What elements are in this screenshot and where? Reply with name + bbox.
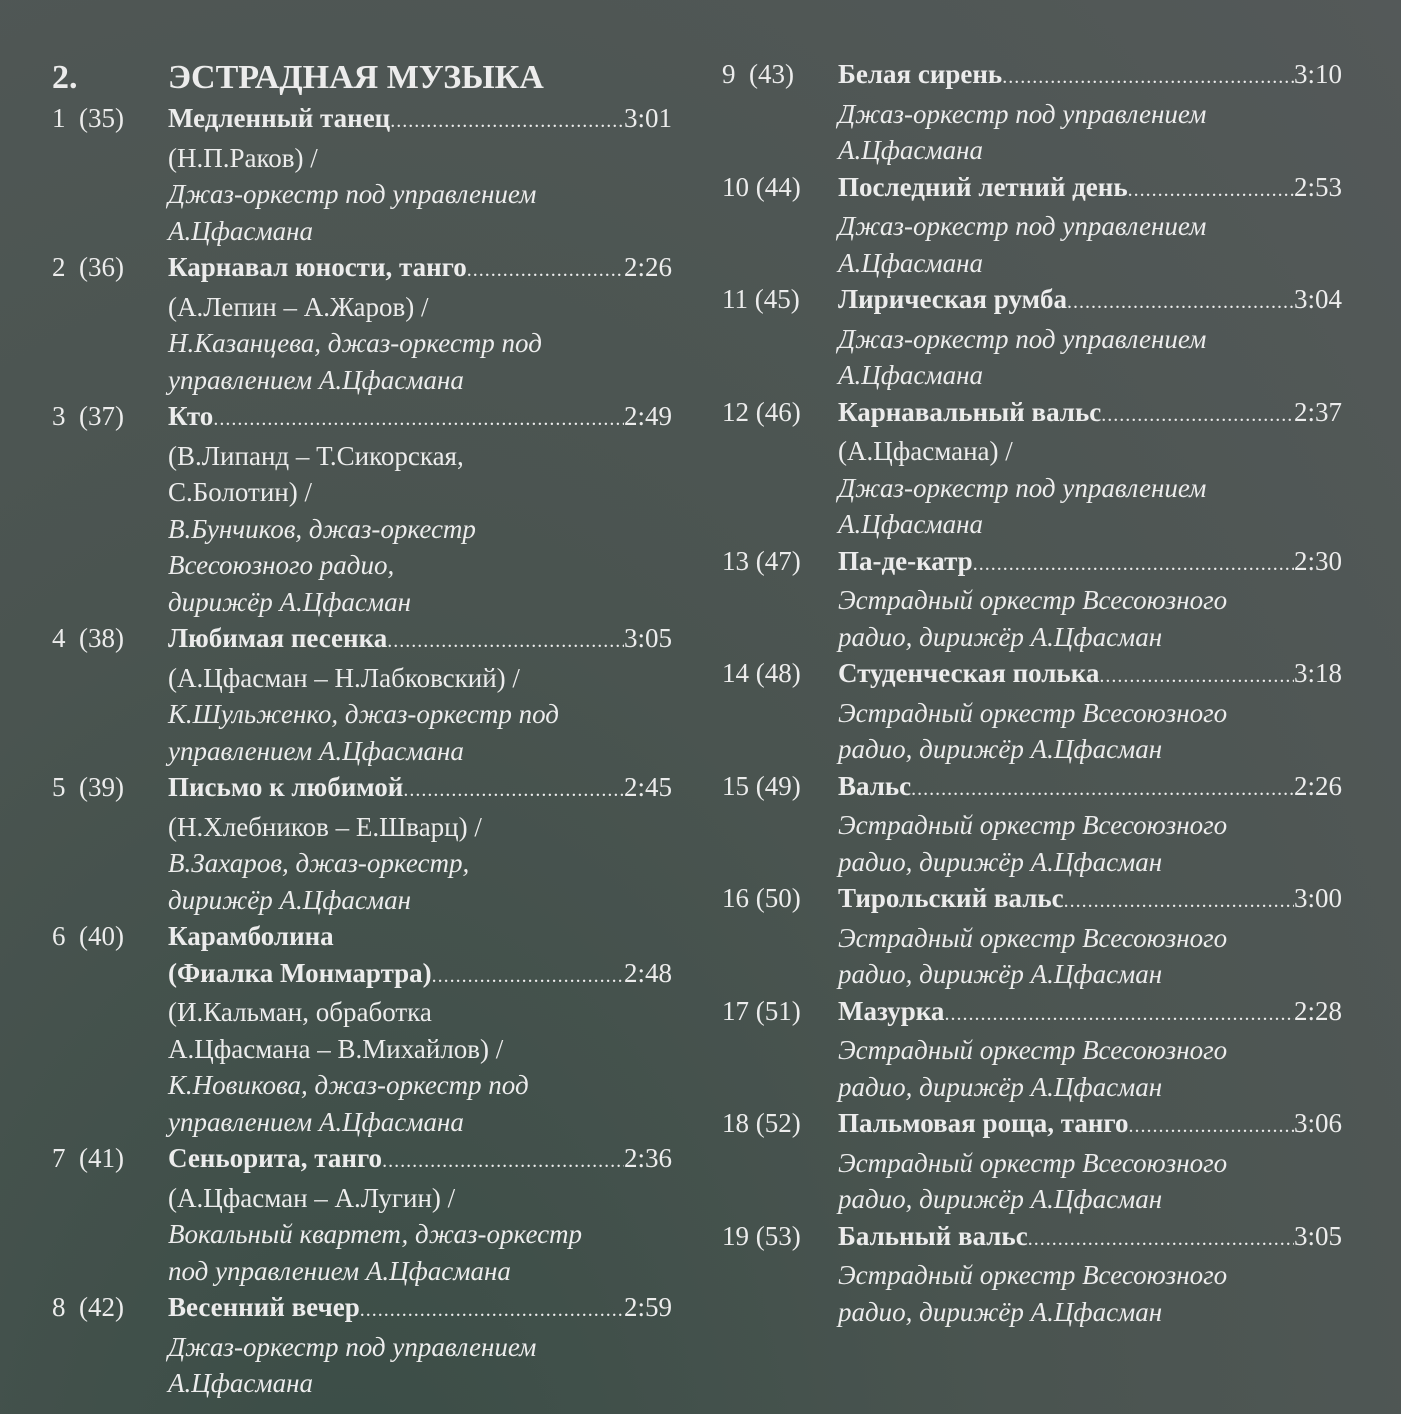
track-performers: К.Новикова, джаз-оркестр под bbox=[168, 1070, 529, 1100]
track-duration: 2:37 bbox=[1293, 396, 1342, 427]
dot-leader bbox=[360, 1292, 624, 1329]
track-entry bbox=[722, 281, 1342, 394]
track-duration: 2:36 bbox=[623, 1143, 672, 1173]
track-performers: радио, дирижёр А.Цфасман bbox=[838, 846, 1163, 877]
track-title: Лирическая румба bbox=[838, 284, 1067, 314]
track-performers: радио, дирижёр А.Цфасман bbox=[838, 621, 1163, 652]
track-entry bbox=[722, 655, 1342, 768]
track-performers: радио, дирижёр А.Цфасман bbox=[838, 959, 1163, 989]
track-performers: радио, дирижёр А.Цфасман bbox=[838, 1296, 1163, 1327]
track-title-line bbox=[168, 955, 672, 995]
track-performers: радио, дирижёр А.Цфасман bbox=[838, 1184, 1163, 1214]
track-entry bbox=[52, 249, 672, 398]
track-number: 7 (41) bbox=[52, 1143, 124, 1173]
dot-leader bbox=[213, 401, 624, 438]
track-number: 18 (52) bbox=[722, 1108, 801, 1138]
track-title: Бальный вальс bbox=[838, 1220, 1028, 1251]
track-title: Весенний вечер bbox=[168, 1292, 360, 1322]
track-performers: Джаз-оркестр под управлением bbox=[838, 472, 1207, 503]
track-entry bbox=[722, 169, 1342, 282]
track-details bbox=[838, 281, 1342, 394]
track-title-line bbox=[838, 880, 1342, 920]
dot-leader bbox=[911, 771, 1294, 808]
track-performers: К.Шульженко, джаз-оркестр под bbox=[168, 699, 559, 729]
track-performers: Н.Казанцева, джаз-оркестр под bbox=[168, 328, 542, 358]
track-number: 17 (51) bbox=[722, 995, 801, 1026]
track-details bbox=[168, 398, 672, 620]
track-entry bbox=[722, 880, 1342, 993]
dot-leader bbox=[973, 546, 1294, 583]
track-number: 13 (47) bbox=[722, 545, 801, 576]
track-performers: под управлением А.Цфасмана bbox=[168, 1255, 511, 1286]
track-entry bbox=[722, 543, 1342, 656]
track-number: 9 (43) bbox=[722, 59, 794, 89]
dot-leader bbox=[1101, 397, 1294, 434]
track-credits: (В.Липанд – Т.Сикорская, bbox=[168, 440, 464, 471]
track-number: 12 (46) bbox=[722, 396, 801, 427]
track-title-line bbox=[168, 398, 672, 438]
track-details bbox=[168, 769, 672, 918]
track-title-line bbox=[838, 768, 1342, 808]
track-performers: А.Цфасмана bbox=[838, 135, 984, 165]
track-entry bbox=[722, 993, 1342, 1106]
dot-leader bbox=[387, 623, 624, 660]
track-performers: Эстрадный оркестр Всесоюзного bbox=[838, 697, 1228, 728]
track-duration: 3:06 bbox=[1293, 1108, 1342, 1138]
track-title: (Фиалка Монмартра) bbox=[168, 957, 432, 988]
track-performers: управлением А.Цфасмана bbox=[168, 735, 464, 766]
track-duration: 2:49 bbox=[623, 401, 672, 431]
track-number: 3 (37) bbox=[52, 401, 124, 431]
track-title: Медленный танец bbox=[168, 103, 391, 133]
track-performers: управлением А.Цфасмана bbox=[168, 364, 464, 395]
track-duration: 2:28 bbox=[1293, 995, 1342, 1026]
track-duration: 3:00 bbox=[1293, 883, 1342, 913]
track-title-line bbox=[168, 100, 672, 140]
track-performers: радио, дирижёр А.Цфасман bbox=[838, 734, 1163, 764]
dot-leader bbox=[1099, 658, 1294, 695]
dot-leader bbox=[390, 103, 624, 140]
track-entry bbox=[52, 918, 672, 1140]
track-title: Тирольский вальс bbox=[838, 883, 1064, 913]
track-credits: С.Болотин) / bbox=[168, 477, 312, 507]
dot-leader bbox=[432, 958, 624, 995]
track-details bbox=[838, 880, 1342, 993]
track-entry bbox=[722, 768, 1342, 881]
track-details bbox=[838, 768, 1342, 881]
track-performers: Вокальный квартет, джаз-оркестр bbox=[168, 1219, 583, 1249]
track-number: 5 (39) bbox=[52, 772, 124, 802]
track-title: Любимая песенка bbox=[168, 623, 388, 653]
track-performers: Джаз-оркестр под управлением bbox=[838, 98, 1207, 129]
track-number: 6 (40) bbox=[52, 921, 124, 951]
track-duration: 2:59 bbox=[623, 1292, 672, 1322]
track-performers: А.Цфасмана bbox=[168, 1368, 314, 1398]
track-entry bbox=[52, 1140, 672, 1289]
dot-leader bbox=[1064, 883, 1294, 920]
track-duration: 3:10 bbox=[1293, 59, 1342, 89]
track-performers: А.Цфасмана bbox=[838, 247, 984, 278]
track-credits: (А.Цфасмана) / bbox=[838, 436, 1013, 466]
track-entry bbox=[722, 394, 1342, 543]
dot-leader bbox=[403, 772, 624, 809]
track-number: 19 (53) bbox=[722, 1220, 801, 1251]
section-title: ЭСТРАДНАЯ МУЗЫКА bbox=[168, 59, 544, 96]
track-title: Вальс bbox=[838, 770, 912, 801]
dot-leader bbox=[944, 996, 1294, 1033]
track-performers: В.Захаров, джаз-оркестр, bbox=[168, 848, 470, 878]
track-number: 2 (36) bbox=[52, 252, 124, 282]
track-details bbox=[168, 100, 672, 249]
track-entry bbox=[52, 620, 672, 769]
track-duration: 2:26 bbox=[623, 252, 672, 282]
track-number: 4 (38) bbox=[52, 623, 124, 653]
track-duration: 2:30 bbox=[1293, 545, 1342, 576]
track-credits: (А.Цфасман – А.Лугин) / bbox=[168, 1182, 456, 1213]
track-number: 16 (50) bbox=[722, 883, 801, 913]
track-performers: Эстрадный оркестр Всесоюзного bbox=[838, 1147, 1228, 1178]
track-performers: управлением А.Цфасмана bbox=[168, 1106, 464, 1137]
track-entry bbox=[52, 398, 672, 620]
track-title-line bbox=[838, 655, 1342, 695]
track-title-line bbox=[838, 281, 1342, 321]
track-credits: (А.Цфасман – Н.Лабковский) / bbox=[168, 662, 520, 693]
track-performers: В.Бунчиков, джаз-оркестр bbox=[168, 513, 476, 544]
track-entry bbox=[52, 100, 672, 249]
track-number: 11 (45) bbox=[722, 284, 800, 314]
track-title-line bbox=[838, 1218, 1342, 1258]
track-performers: Джаз-оркестр под управлением bbox=[168, 179, 537, 209]
track-title: Карнавал юности, танго bbox=[168, 252, 467, 282]
track-title-line bbox=[168, 620, 672, 660]
track-details bbox=[838, 1218, 1342, 1331]
track-title: Карамболина bbox=[168, 921, 334, 951]
track-performers: Эстрадный оркестр Всесоюзного bbox=[838, 1260, 1228, 1290]
track-title-line bbox=[168, 1140, 672, 1180]
track-details bbox=[168, 918, 672, 1140]
track-title: Последний летний день bbox=[838, 171, 1128, 202]
track-title-line bbox=[168, 918, 672, 955]
track-details bbox=[168, 1140, 672, 1289]
track-details bbox=[838, 56, 1342, 169]
track-details bbox=[838, 169, 1342, 282]
track-details bbox=[168, 249, 672, 398]
track-details bbox=[168, 620, 672, 769]
track-credits: (А.Лепин – А.Жаров) / bbox=[168, 291, 429, 322]
track-details bbox=[838, 543, 1342, 656]
track-performers: А.Цфасмана bbox=[168, 215, 314, 246]
track-title-line bbox=[168, 769, 672, 809]
track-performers: Всесоюзного радио, bbox=[168, 550, 395, 580]
track-duration: 3:05 bbox=[623, 623, 672, 653]
track-credits: А.Цфасмана – В.Михайлов) / bbox=[168, 1033, 504, 1064]
track-credits: (Н.Хлебников – Е.Шварц) / bbox=[168, 811, 482, 842]
track-credits: (Н.П.Раков) / bbox=[168, 142, 318, 173]
dot-leader bbox=[1002, 59, 1294, 96]
dot-leader bbox=[382, 1143, 624, 1180]
track-title: Белая сирень bbox=[838, 59, 1003, 89]
track-number: 14 (48) bbox=[722, 658, 801, 688]
dot-leader bbox=[1128, 172, 1294, 209]
track-entry bbox=[722, 1105, 1342, 1218]
track-duration: 3:05 bbox=[1293, 1220, 1342, 1251]
track-details bbox=[168, 1289, 672, 1402]
section-heading bbox=[52, 56, 672, 100]
dot-leader bbox=[1028, 1221, 1294, 1258]
track-title: Мазурка bbox=[838, 995, 945, 1026]
tracklist-right-column bbox=[722, 56, 1342, 1330]
track-number: 1 (35) bbox=[52, 103, 124, 133]
track-performers: дирижёр А.Цфасман bbox=[168, 884, 412, 915]
track-details bbox=[838, 394, 1342, 543]
track-performers: дирижёр А.Цфасман bbox=[168, 586, 412, 617]
track-title-line bbox=[168, 1289, 672, 1329]
track-details bbox=[838, 1105, 1342, 1218]
track-title: Па-де-катр bbox=[838, 545, 973, 576]
track-performers: Эстрадный оркестр Всесоюзного bbox=[838, 810, 1228, 840]
track-title: Письмо к любимой bbox=[168, 772, 404, 802]
track-title-line bbox=[838, 993, 1342, 1033]
track-duration: 3:01 bbox=[623, 103, 672, 133]
track-entry bbox=[52, 1289, 672, 1402]
track-title: Сеньорита, танго bbox=[168, 1143, 383, 1173]
track-entry bbox=[722, 1218, 1342, 1331]
dot-leader bbox=[1067, 284, 1294, 321]
track-title: Пальмовая роща, танго bbox=[838, 1108, 1129, 1138]
track-performers: А.Цфасмана bbox=[838, 509, 984, 539]
track-performers: Джаз-оркестр под управлением bbox=[838, 323, 1207, 354]
track-title: Кто bbox=[168, 401, 214, 431]
track-title-line bbox=[838, 543, 1342, 583]
track-title-line bbox=[168, 249, 672, 289]
track-title-line bbox=[838, 394, 1342, 434]
track-number: 10 (44) bbox=[722, 171, 801, 202]
track-duration: 2:45 bbox=[623, 772, 672, 802]
track-duration: 2:53 bbox=[1293, 171, 1342, 202]
track-performers: Эстрадный оркестр Всесоюзного bbox=[838, 585, 1228, 615]
track-performers: радио, дирижёр А.Цфасман bbox=[838, 1071, 1163, 1102]
track-title-line bbox=[838, 1105, 1342, 1145]
tracklist-left-column bbox=[52, 56, 672, 1402]
track-title-line bbox=[838, 169, 1342, 209]
track-title-line bbox=[838, 56, 1342, 96]
track-credits: (И.Кальман, обработка bbox=[168, 997, 432, 1027]
track-performers: Джаз-оркестр под управлением bbox=[168, 1331, 537, 1362]
track-performers: А.Цфасмана bbox=[838, 360, 984, 390]
track-performers: Эстрадный оркестр Всесоюзного bbox=[838, 922, 1228, 953]
track-details bbox=[838, 655, 1342, 768]
track-performers: Джаз-оркестр под управлением bbox=[838, 211, 1207, 241]
track-duration: 2:48 bbox=[623, 957, 672, 988]
track-entry bbox=[52, 769, 672, 918]
track-performers: Эстрадный оркестр Всесоюзного bbox=[838, 1035, 1228, 1065]
track-duration: 3:18 bbox=[1293, 658, 1342, 688]
track-number: 15 (49) bbox=[722, 770, 801, 801]
section-number: 2. bbox=[52, 59, 78, 96]
dot-leader bbox=[467, 252, 624, 289]
track-details bbox=[838, 993, 1342, 1106]
track-number: 8 (42) bbox=[52, 1292, 124, 1322]
track-duration: 3:04 bbox=[1293, 284, 1342, 314]
track-title: Студенческая полька bbox=[838, 658, 1100, 688]
track-duration: 2:26 bbox=[1293, 770, 1342, 801]
dot-leader bbox=[1129, 1108, 1294, 1145]
track-title: Карнавальный вальс bbox=[838, 396, 1102, 427]
track-entry bbox=[722, 56, 1342, 169]
